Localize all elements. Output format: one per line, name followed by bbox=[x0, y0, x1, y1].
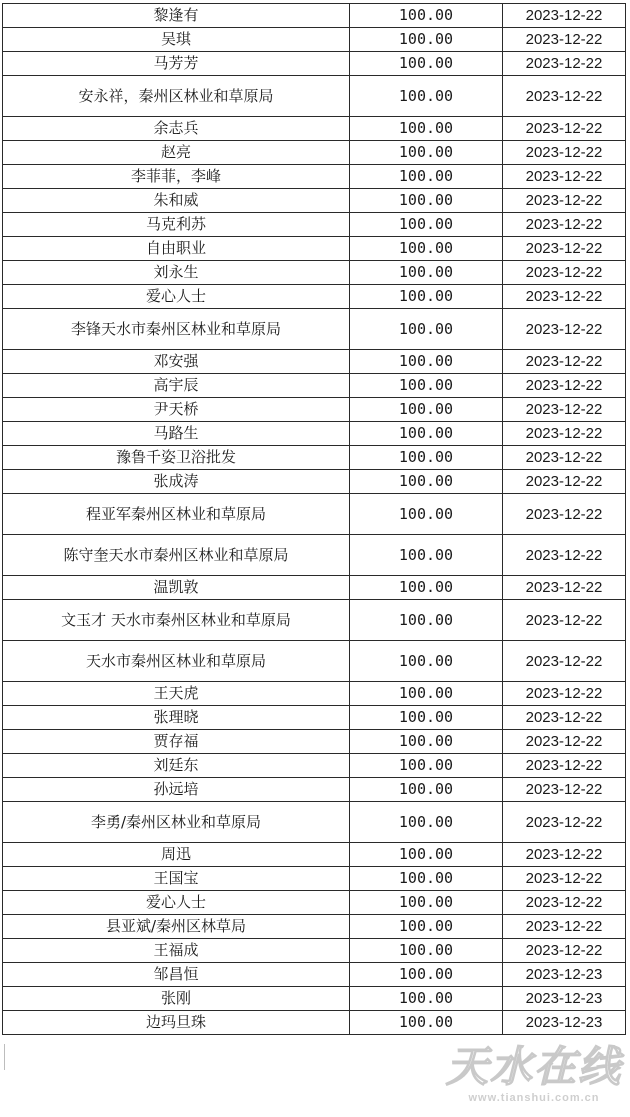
amount-cell: 100.00 bbox=[350, 891, 503, 915]
date-cell: 2023-12-23 bbox=[503, 963, 626, 987]
donor-name-cell: 爱心人士 bbox=[3, 285, 350, 309]
table-row bbox=[3, 141, 626, 165]
date-cell: 2023-12-22 bbox=[503, 374, 626, 398]
amount-cell: 100.00 bbox=[350, 213, 503, 237]
donor-name-cell: 自由职业 bbox=[3, 237, 350, 261]
donor-name-cell: 王天虎 bbox=[3, 682, 350, 706]
date-cell: 2023-12-23 bbox=[503, 987, 626, 1011]
amount-cell: 100.00 bbox=[350, 600, 503, 641]
table-row bbox=[3, 374, 626, 398]
amount-cell: 100.00 bbox=[350, 141, 503, 165]
date-cell: 2023-12-22 bbox=[503, 422, 626, 446]
table-row bbox=[3, 285, 626, 309]
amount-cell: 100.00 bbox=[350, 706, 503, 730]
table-row bbox=[3, 939, 626, 963]
site-watermark bbox=[444, 1042, 624, 1104]
date-cell: 2023-12-22 bbox=[503, 165, 626, 189]
amount-cell: 100.00 bbox=[350, 987, 503, 1011]
amount-cell: 100.00 bbox=[350, 730, 503, 754]
date-cell: 2023-12-23 bbox=[503, 1011, 626, 1035]
donor-name-cell: 朱和威 bbox=[3, 189, 350, 213]
date-cell: 2023-12-22 bbox=[503, 576, 626, 600]
amount-cell: 100.00 bbox=[350, 535, 503, 576]
amount-cell: 100.00 bbox=[350, 843, 503, 867]
amount-cell: 100.00 bbox=[350, 939, 503, 963]
date-cell: 2023-12-22 bbox=[503, 802, 626, 843]
table-row bbox=[3, 576, 626, 600]
date-cell: 2023-12-22 bbox=[503, 350, 626, 374]
donation-table bbox=[2, 3, 626, 1035]
date-cell: 2023-12-22 bbox=[503, 213, 626, 237]
date-cell: 2023-12-22 bbox=[503, 285, 626, 309]
donor-name-cell: 张刚 bbox=[3, 987, 350, 1011]
donor-name-cell: 贾存福 bbox=[3, 730, 350, 754]
donor-name-cell: 周迅 bbox=[3, 843, 350, 867]
date-cell: 2023-12-22 bbox=[503, 778, 626, 802]
amount-cell: 100.00 bbox=[350, 165, 503, 189]
table-row bbox=[3, 867, 626, 891]
table-row bbox=[3, 28, 626, 52]
donation-table-body bbox=[3, 4, 626, 1035]
date-cell: 2023-12-22 bbox=[503, 843, 626, 867]
donor-name-cell: 陈守奎天水市秦州区林业和草原局 bbox=[3, 535, 350, 576]
donor-name-cell: 程亚军秦州区林业和草原局 bbox=[3, 494, 350, 535]
table-row bbox=[3, 682, 626, 706]
table-row bbox=[3, 706, 626, 730]
date-cell: 2023-12-22 bbox=[503, 28, 626, 52]
table-row bbox=[3, 843, 626, 867]
date-cell: 2023-12-22 bbox=[503, 535, 626, 576]
table-row bbox=[3, 422, 626, 446]
amount-cell: 100.00 bbox=[350, 494, 503, 535]
donor-name-cell: 刘廷东 bbox=[3, 754, 350, 778]
table-row bbox=[3, 600, 626, 641]
date-cell: 2023-12-22 bbox=[503, 600, 626, 641]
amount-cell: 100.00 bbox=[350, 52, 503, 76]
table-row bbox=[3, 778, 626, 802]
amount-cell: 100.00 bbox=[350, 76, 503, 117]
date-cell: 2023-12-22 bbox=[503, 261, 626, 285]
amount-cell: 100.00 bbox=[350, 778, 503, 802]
table-row bbox=[3, 470, 626, 494]
date-cell: 2023-12-22 bbox=[503, 494, 626, 535]
amount-cell: 100.00 bbox=[350, 802, 503, 843]
date-cell: 2023-12-22 bbox=[503, 939, 626, 963]
page-edge-mark bbox=[4, 1044, 5, 1070]
amount-cell: 100.00 bbox=[350, 963, 503, 987]
donor-name-cell: 尹天桥 bbox=[3, 398, 350, 422]
amount-cell: 100.00 bbox=[350, 867, 503, 891]
donor-name-cell: 马克利苏 bbox=[3, 213, 350, 237]
donor-name-cell: 安永祥，秦州区林业和草原局 bbox=[3, 76, 350, 117]
donor-name-cell: 高宇辰 bbox=[3, 374, 350, 398]
amount-cell: 100.00 bbox=[350, 682, 503, 706]
table-row bbox=[3, 350, 626, 374]
donor-name-cell: 余志兵 bbox=[3, 117, 350, 141]
amount-cell: 100.00 bbox=[350, 754, 503, 778]
donor-name-cell: 王国宝 bbox=[3, 867, 350, 891]
table-row bbox=[3, 76, 626, 117]
amount-cell: 100.00 bbox=[350, 422, 503, 446]
watermark-logo: 天水在线 bbox=[445, 1042, 622, 1091]
table-row bbox=[3, 189, 626, 213]
amount-cell: 100.00 bbox=[350, 915, 503, 939]
amount-cell: 100.00 bbox=[350, 237, 503, 261]
date-cell: 2023-12-22 bbox=[503, 641, 626, 682]
date-cell: 2023-12-22 bbox=[503, 891, 626, 915]
donor-name-cell: 豫鲁千姿卫浴批发 bbox=[3, 446, 350, 470]
table-row bbox=[3, 1011, 626, 1035]
donor-name-cell: 县亚斌/秦州区林草局 bbox=[3, 915, 350, 939]
donor-name-cell: 爱心人士 bbox=[3, 891, 350, 915]
donor-name-cell: 温凯敦 bbox=[3, 576, 350, 600]
donor-name-cell: 王福成 bbox=[3, 939, 350, 963]
date-cell: 2023-12-22 bbox=[503, 470, 626, 494]
date-cell: 2023-12-22 bbox=[503, 189, 626, 213]
donor-name-cell: 马芳芳 bbox=[3, 52, 350, 76]
donor-name-cell: 李锋天水市秦州区林业和草原局 bbox=[3, 309, 350, 350]
donor-name-cell: 李勇/秦州区林业和草原局 bbox=[3, 802, 350, 843]
amount-cell: 100.00 bbox=[350, 446, 503, 470]
amount-cell: 100.00 bbox=[350, 398, 503, 422]
date-cell: 2023-12-22 bbox=[503, 141, 626, 165]
amount-cell: 100.00 bbox=[350, 28, 503, 52]
amount-cell: 100.00 bbox=[350, 117, 503, 141]
date-cell: 2023-12-22 bbox=[503, 309, 626, 350]
table-row bbox=[3, 963, 626, 987]
date-cell: 2023-12-22 bbox=[503, 4, 626, 28]
date-cell: 2023-12-22 bbox=[503, 754, 626, 778]
table-row bbox=[3, 237, 626, 261]
table-row bbox=[3, 754, 626, 778]
watermark-url: www.tianshui.com.cn bbox=[468, 1092, 600, 1104]
donor-name-cell: 黎逢有 bbox=[3, 4, 350, 28]
table-row bbox=[3, 52, 626, 76]
table-row bbox=[3, 4, 626, 28]
table-row bbox=[3, 165, 626, 189]
donor-name-cell: 马路生 bbox=[3, 422, 350, 446]
donor-name-cell: 吴琪 bbox=[3, 28, 350, 52]
date-cell: 2023-12-22 bbox=[503, 915, 626, 939]
amount-cell: 100.00 bbox=[350, 189, 503, 213]
amount-cell: 100.00 bbox=[350, 470, 503, 494]
amount-cell: 100.00 bbox=[350, 309, 503, 350]
amount-cell: 100.00 bbox=[350, 350, 503, 374]
donor-name-cell: 边玛旦珠 bbox=[3, 1011, 350, 1035]
date-cell: 2023-12-22 bbox=[503, 730, 626, 754]
table-row bbox=[3, 494, 626, 535]
donor-name-cell: 文玉才 天水市秦州区林业和草原局 bbox=[3, 600, 350, 641]
table-row bbox=[3, 987, 626, 1011]
donor-name-cell: 邹昌恒 bbox=[3, 963, 350, 987]
amount-cell: 100.00 bbox=[350, 261, 503, 285]
date-cell: 2023-12-22 bbox=[503, 398, 626, 422]
amount-cell: 100.00 bbox=[350, 285, 503, 309]
date-cell: 2023-12-22 bbox=[503, 76, 626, 117]
table-row bbox=[3, 213, 626, 237]
donor-name-cell: 天水市秦州区林业和草原局 bbox=[3, 641, 350, 682]
table-row bbox=[3, 915, 626, 939]
date-cell: 2023-12-22 bbox=[503, 706, 626, 730]
date-cell: 2023-12-22 bbox=[503, 117, 626, 141]
amount-cell: 100.00 bbox=[350, 641, 503, 682]
donor-name-cell: 邓安强 bbox=[3, 350, 350, 374]
table-row bbox=[3, 802, 626, 843]
table-row bbox=[3, 446, 626, 470]
donor-name-cell: 赵亮 bbox=[3, 141, 350, 165]
table-row bbox=[3, 730, 626, 754]
date-cell: 2023-12-22 bbox=[503, 52, 626, 76]
amount-cell: 100.00 bbox=[350, 576, 503, 600]
donor-name-cell: 张理晓 bbox=[3, 706, 350, 730]
table-row bbox=[3, 117, 626, 141]
donor-name-cell: 张成涛 bbox=[3, 470, 350, 494]
date-cell: 2023-12-22 bbox=[503, 867, 626, 891]
date-cell: 2023-12-22 bbox=[503, 682, 626, 706]
table-row bbox=[3, 641, 626, 682]
donor-name-cell: 李菲菲，李峰 bbox=[3, 165, 350, 189]
donor-name-cell: 刘永生 bbox=[3, 261, 350, 285]
donor-name-cell: 孙远培 bbox=[3, 778, 350, 802]
table-row bbox=[3, 261, 626, 285]
table-row bbox=[3, 309, 626, 350]
amount-cell: 100.00 bbox=[350, 374, 503, 398]
date-cell: 2023-12-22 bbox=[503, 446, 626, 470]
table-row bbox=[3, 891, 626, 915]
amount-cell: 100.00 bbox=[350, 1011, 503, 1035]
amount-cell: 100.00 bbox=[350, 4, 503, 28]
date-cell: 2023-12-22 bbox=[503, 237, 626, 261]
table-row bbox=[3, 535, 626, 576]
table-row bbox=[3, 398, 626, 422]
